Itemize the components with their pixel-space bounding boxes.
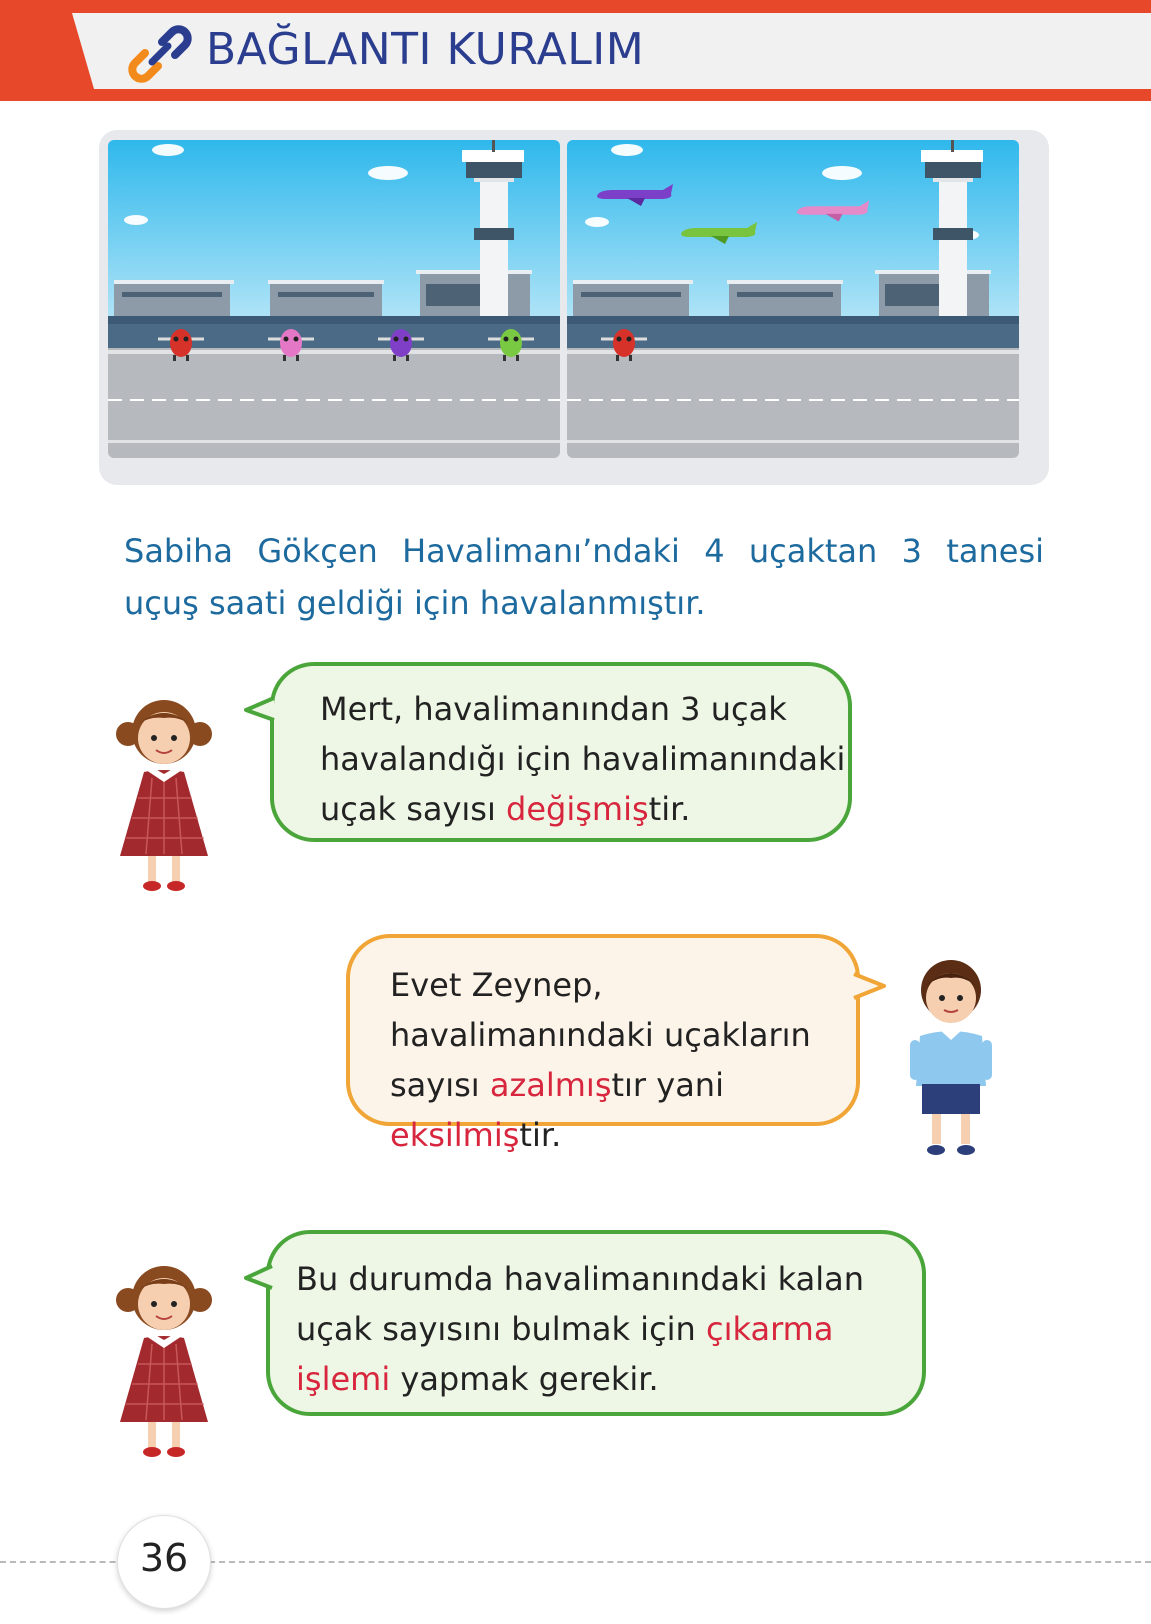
bubble-2-text-end: tir. [519,1116,562,1154]
ground-plane-red [599,325,649,361]
flying-plane-pink [793,200,873,222]
flying-plane-green [677,222,761,246]
bubble-1-highlight: değişmiş [506,790,649,828]
speech-bubble-1 [270,662,852,842]
girl-zeynep-illustration [108,688,220,898]
bubble-1-tail [244,694,276,724]
bubble-3-tail [244,1262,274,1292]
bubble-2-text: Evet Zeynep, havalimanındaki uçakların sayısı [390,966,811,1104]
airport-scene-before [108,140,560,458]
link-icon [128,22,192,86]
bubble-3-highlight: çıkarma işlemi [296,1310,834,1398]
airport-scene-after [567,140,1019,458]
bubble-2-highlight-2: eksilmiş [390,1116,520,1154]
speech-bubble-3 [266,1230,926,1416]
flying-plane-purple [593,184,677,206]
speech-bubble-2 [346,934,860,1154]
ground-plane-red [156,325,206,361]
girl-zeynep-illustration-2 [108,1254,220,1464]
bubble-2-highlight-1: azalmış [489,1066,612,1104]
boy-mert-illustration [906,956,996,1162]
page-title: BAĞLANTI KURALIM [206,24,645,75]
bubble-1-text: Mert, havalimanından 3 uçak havalandığı için havalimanındaki uçak sayısı [320,690,846,828]
bubble-3-text-end: yapmak gerekir. [390,1360,659,1398]
ground-plane-pink [266,325,316,361]
page-number: 36 [139,1536,189,1580]
bubble-3-text: Bu durumda havalimanındaki kalan uçak sayısını bulmak için [296,1260,865,1348]
story-text: Sabiha Gökçen Havalimanı’ndaki 4 uçaktan 3 tanesi uçuş saati geldiği için havalanmıştır. [124,532,1044,622]
ground-plane-purple [376,325,426,361]
bubble-2-text-mid: tır yani [611,1066,724,1104]
ground-plane-green [486,325,536,361]
bubble-1-text-end: tir. [648,790,691,828]
bubble-2-tail [852,970,886,1002]
